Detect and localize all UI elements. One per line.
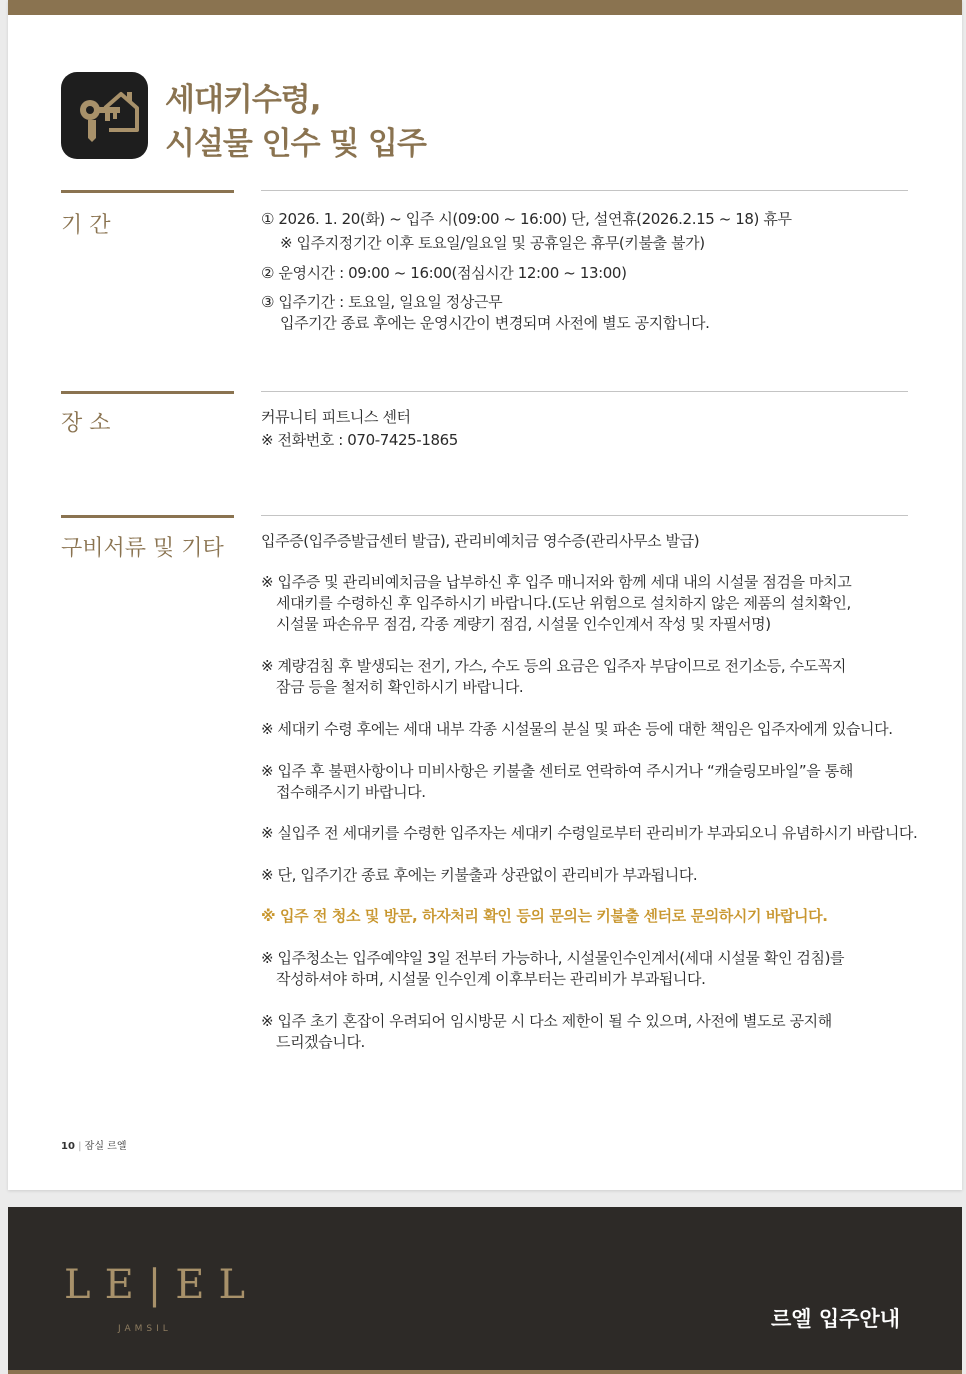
- band-title: 르엘 입주안내: [770, 1307, 900, 1331]
- note-line: ※ 단, 입주기간 종료 후에는 키불출과 상관없이 관리비가 부과됩니다.: [261, 866, 698, 884]
- note-8: [261, 948, 844, 990]
- period-label: 기 간: [61, 213, 111, 238]
- place-phone: ※ 전화번호 : 070-7425-1865: [261, 431, 458, 449]
- note-line: ※ 실입주 전 세대키를 수령한 입주자는 세대키 수령일로부터 관리비가 부과되오니 유념하시기 바랍니다.: [261, 824, 918, 842]
- band-bottom-rule: [8, 1370, 962, 1374]
- period-label-rule: [61, 190, 234, 193]
- top-accent-bar: [8, 0, 962, 15]
- note-line: ※ 입주 초기 혼잡이 우려되어 임시방문 시 다소 제한이 될 수 있으며, 사전에 별도로 공지해: [261, 1012, 832, 1030]
- period-line-3-note: 입주기간 종료 후에는 운영시간이 변경되며 사전에 별도 공지합니다.: [280, 314, 710, 332]
- period-content-rule: [261, 190, 908, 191]
- note-line: ※ 입주 전 청소 및 방문, 하자처리 확인 등의 문의는 키불출 센터로 문의하시기 바랍니다.: [261, 907, 828, 925]
- brand-logo: LE|EL: [64, 1262, 259, 1308]
- note-1: [261, 572, 851, 635]
- document-page: [8, 0, 962, 1190]
- note-2: [261, 656, 846, 698]
- place-label-rule: [61, 391, 234, 394]
- note-9: [261, 1011, 832, 1053]
- documents-content-rule: [261, 515, 908, 516]
- period-line-3: ③ 입주기간 : 토요일, 일요일 정상근무: [261, 293, 503, 311]
- place-name: 커뮤니티 피트니스 센터: [261, 408, 411, 426]
- place-content-rule: [261, 391, 908, 392]
- house-key-icon: [61, 72, 148, 159]
- footer-separator: |: [78, 1141, 82, 1152]
- documents-label-rule: [61, 515, 234, 518]
- note-line: ※ 입주청소는 입주예약일 3일 전부터 가능하나, 시설물인수인계서(세대 시설물 확인 검침)를: [261, 949, 845, 967]
- note-line: 작성하셔야 하며, 시설물 인수인계 이후부터는 관리비가 부과됩니다.: [276, 970, 706, 988]
- period-line-1-note: ※ 입주지정기간 이후 토요일/일요일 및 공휴일은 휴무(키불출 불가): [280, 234, 705, 252]
- note-line: ※ 세대키 수령 후에는 세대 내부 각종 시설물의 분실 및 파손 등에 대한 책임은 입주자에게 있습니다.: [261, 720, 893, 738]
- note-line: 접수해주시기 바랍니다.: [276, 783, 426, 801]
- note-line: 드리겠습니다.: [276, 1033, 365, 1051]
- title-line-2: 시설물 인수 및 입주: [165, 126, 426, 162]
- note-6: [261, 865, 697, 886]
- page-label: 잠실 르엘: [84, 1141, 127, 1152]
- brand-logo-sub: JAMSIL: [118, 1324, 172, 1334]
- page-title: [165, 78, 426, 166]
- title-line-1: 세대키수령,: [165, 82, 321, 118]
- page-number: 10: [61, 1141, 75, 1152]
- note-line: 세대키를 수령하신 후 입주하시기 바랍니다.(도난 위험으로 설치하지 않은 제품의 설치확인,: [276, 594, 851, 612]
- note-3: [261, 719, 893, 740]
- note-line: ※ 입주증 및 관리비예치금을 납부하신 후 입주 매니저와 함께 세대 내의 시설물 점검을 마치고: [261, 573, 852, 591]
- note-line: ※ 계량검침 후 발생되는 전기, 가스, 수도 등의 요금은 입주자 부담이므로 전기소등, 수도꼭지: [261, 657, 846, 675]
- brand-band: [8, 1207, 962, 1374]
- note-5: [261, 823, 917, 844]
- period-line-1: ① 2026. 1. 20(화) ~ 입주 시(09:00 ~ 16:00) 단, 설연휴(2026.2.15 ~ 18) 휴무: [261, 210, 792, 228]
- documents-label: 구비서류 및 기타: [61, 536, 224, 561]
- note-line: 시설물 파손유무 점검, 각종 계량기 점검, 시설물 인수인계서 작성 및 자필서명): [276, 615, 771, 633]
- documents-intro: 입주증(입주증발급센터 발급), 관리비예치금 영수증(관리사무소 발급): [261, 532, 700, 550]
- page-footer: [61, 1137, 127, 1152]
- note-line: 잠금 등을 철저히 확인하시기 바랍니다.: [276, 678, 524, 696]
- note-4: [261, 761, 853, 803]
- place-label: 장 소: [61, 411, 111, 436]
- period-line-2: ② 운영시간 : 09:00 ~ 16:00(점심시간 12:00 ~ 13:00): [261, 264, 627, 282]
- note-7-highlight: [261, 906, 828, 927]
- note-line: ※ 입주 후 불편사항이나 미비사항은 키불출 센터로 연락하여 주시거나 “캐슬링모바일”을 통해: [261, 762, 853, 780]
